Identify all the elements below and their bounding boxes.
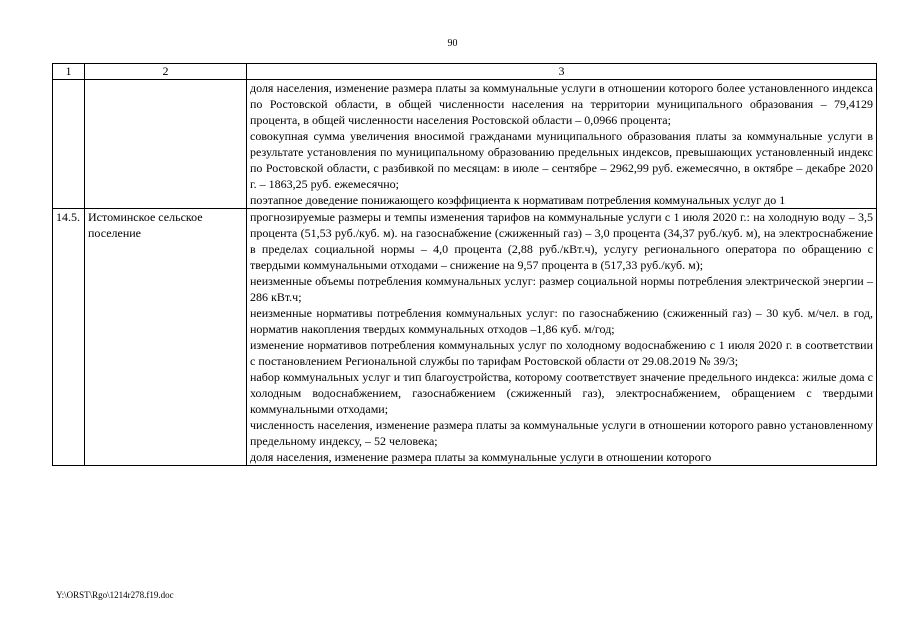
table-row <box>53 80 877 209</box>
description-cell <box>247 209 877 466</box>
paragraph: совокупная сумма увеличения вносимой гражданами муниципального образования платы за коммунальные услуги в результате установления по муниципальному образованию предельных индексов, превышающих установленный индекс по Ростовской области, с разбивкой по месяцам: в июле – сентябре – 2962,99 руб. ежемесячно, в октябре – декабре 2020 г. – 1863,25 руб. ежемесячно; <box>250 129 873 191</box>
paragraph: набор коммунальных услуг и тип благоустройства, которому соответствует значение предельного индекса: жилые дома с холодным водоснабжением, газоснабжением (сжиженный газ), электроснабжением, обращением с твердыми коммунальными отходами; <box>250 370 873 416</box>
paragraph: доля населения, изменение размера платы за коммунальные услуги в отношении которого <box>250 450 712 464</box>
paragraph: изменение нормативов потребления коммунальных услуг по холодному водоснабжению с 1 июля 2020 г. в соответствии с постановлением Региональной службы по тарифам Ростовской области от 29.08.2019 № 39/3; <box>250 338 873 368</box>
file-path-footer: Y:\ORST\Rgo\1214r278.f19.doc <box>56 590 174 600</box>
page-number: 90 <box>447 38 458 49</box>
table-header-row <box>53 64 877 80</box>
column-header-3: 3 <box>247 64 877 80</box>
paragraph: поэтапное доведение понижающего коэффициента к нормативам потребления коммунальных услуг до 1 <box>250 193 786 207</box>
row-number-cell: 14.5. <box>53 209 85 466</box>
column-header-1: 1 <box>53 64 85 80</box>
settlement-name-cell: Истоминское сельское поселение <box>85 209 247 466</box>
paragraph: прогнозируемые размеры и темпы изменения тарифов на коммунальные услуги с 1 июля 2020 г.: на холодную воду – 3,5 процента (51,53 руб./куб. м). на газоснабжение (сжиженный газ) – 3,0 процента (34,37 руб./куб. м), на электроснабжение в пределах социальной нормы – 4,0 процента (2,88 руб./кВт.ч), услугу регионального оператора по обращению с твердыми коммунальными отходами – снижение на 9,57 процента в (517,33 руб./куб. м); <box>250 210 873 272</box>
table-row <box>53 209 877 466</box>
column-header-2: 2 <box>85 64 247 80</box>
settlement-name-cell <box>85 80 247 209</box>
description-cell <box>247 80 877 209</box>
row-number-cell <box>53 80 85 209</box>
paragraph: неизменные нормативы потребления коммунальных услуг: по газоснабжению (сжиженный газ) – 30 куб. м/чел. в год, норматив накопления твердых коммунальных отходов –1,86 куб. м/год; <box>250 306 873 336</box>
paragraph: численность населения, изменение размера платы за коммунальные услуги в отношении которого равно установленному предельному индексу, – 52 человека; <box>250 418 873 448</box>
paragraph: неизменные объемы потребления коммунальных услуг: размер социальной нормы потребления электрической энергии – 286 кВт.ч; <box>250 274 873 304</box>
paragraph: доля населения, изменение размера платы за коммунальные услуги в отношении которого более установленного индекса по Ростовской области, в общей численности населения на территории муниципального образования – 79,4129 процента, в общей численности населения Ростовской области – 0,0966 процента; <box>250 81 873 127</box>
document-table <box>52 63 877 466</box>
